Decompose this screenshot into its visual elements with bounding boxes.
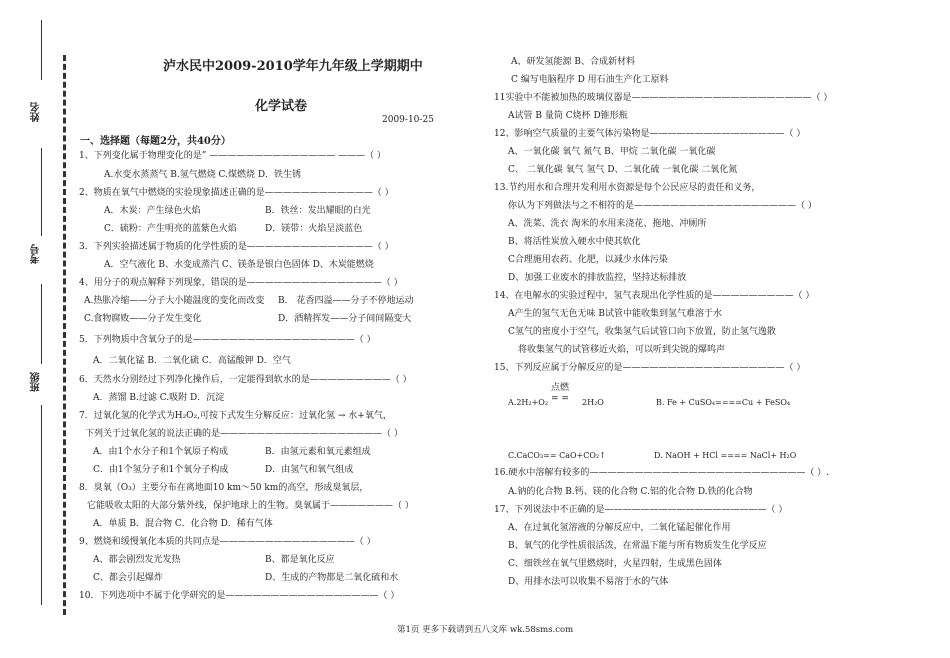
exam-subtitle: 化学试卷 [255, 99, 308, 114]
question-17-option-b: B、氧气的化学性质很活泼，在常温下能与所有物质发生化学反应 [508, 541, 767, 551]
question-14: 14、在电解水的实验过程中，氢气表现出化学性质的是—————————（ ） [494, 291, 815, 301]
question-17: 17、下列说法中不正确的是——————————————————（ ） [494, 505, 788, 515]
question-6: 6．天然水分别经过下列净化操作后，一定能得到软水的是—————————（ ） [79, 375, 412, 385]
question-3-options: A．空气液化 B、水变成蒸汽 C、镁条是银白色固体 D、木炭能燃烧 [104, 260, 374, 270]
page-footer: 第1页 更多下载请到五八文库 wk.58sms.com [397, 625, 574, 635]
question-4-option-c: C.食物腐败——分子发生变化 [84, 314, 202, 324]
question-2-option-c: C．硫粉：产生明亮的蓝紫色火焰 [104, 224, 237, 234]
question-15-equals: = = [551, 394, 569, 404]
question-2-option-a: A．木炭：产生绿色火焰 [104, 206, 201, 216]
question-16-options: A.钠的化合物 B.钙、镁的化合物 C.铝的化合物 D.铁的化合物 [508, 487, 753, 497]
question-7-option-d: D．由氢气和氧气组成 [265, 465, 354, 475]
question-13-stem: 你认为下列做法与之不相符的是——————————————————（ ） [508, 201, 817, 211]
question-9: 9、燃烧和缓慢氧化本质的共同点是———————————————（ ） [79, 537, 376, 547]
question-4-option-b: B． 花香四溢——分子不停地运动 [278, 296, 414, 306]
class-label: 班级 [31, 372, 42, 392]
question-7-option-c: C．由1个氢分子和1个氧分子构成 [93, 465, 229, 475]
exam-title: 泸水民中2009-2010学年九年级上学期期中 [163, 59, 423, 74]
question-13-option-d: D、加强工业废水的排放监控，坚持达标排放 [508, 273, 687, 283]
question-17-option-a: A、在过氧化氢溶液的分解反应中，二氧化锰起催化作用 [508, 523, 731, 533]
question-4: 4、用分子的观点解释下列现象，错误的是———————————————（ ） [79, 278, 403, 288]
question-3: 3．下列实验描述属于物质的化学性质的是——————————————（ ） [79, 242, 394, 252]
question-17-option-d: D、用排水法可以收集不易溶于水的气体 [508, 577, 669, 587]
question-8-options: A．单质 B．混合物 C．化合物 D．稀有气体 [93, 519, 273, 529]
name-line [41, 20, 42, 80]
question-5-options: A．二氧化锰 B．二氧化硫 C．高锰酸钾 D．空气 [93, 356, 291, 366]
question-7-option-b: B．由氢元素和氧元素组成 [265, 447, 371, 457]
question-5: 5．下列物质中含氧分子的是——————————————————（ ） [79, 335, 376, 345]
question-14-option-d: 将收集氢气的试管移近火焰，可以听到尖锐的爆鸣声 [518, 345, 726, 355]
question-13: 13.节约用水和合理开发利用水资源是每个公民应尽的责任和义务， [494, 183, 761, 193]
question-12-options-cd: C、 二氧化碳 氧气 氢气 D、二氧化硫 一氧化碳 二氧化氮 [508, 165, 738, 175]
question-4-option-a: A.热胀冷缩——分子大小随温度的变化而改变 [84, 296, 265, 306]
section-heading: 一、选择题（每题2分，共40分） [80, 136, 231, 147]
question-1-options: A.水变水蒸蒸气 B.氢气燃烧 C.煤燃烧 D．铁生锈 [104, 170, 302, 180]
question-7-stem: 下列关于过氧化氢的说法正确的是——————————————————（ ） [85, 429, 403, 439]
question-11-options: A试管 B 量筒 C烧杯 D锥形瓶 [508, 111, 628, 121]
question-15-option-a: A.2H₂+O₂ [508, 398, 549, 407]
question-10-options-ab: A、研发氢能源 B、合成新材料 [511, 57, 635, 67]
question-1: 1、下列变化属于物理变化的是” —————————————— ———（ ） [79, 151, 386, 161]
question-13-option-a: A、洗菜、洗衣 淘米的水用来浇花、拖地、冲厕所 [508, 219, 707, 229]
name-label: 姓名 [31, 102, 42, 122]
exam-date: 2009-10-25 [382, 115, 434, 125]
question-10-options-cd: C 编写电脑程序 D 用石油生产化工原料 [511, 75, 669, 85]
question-12: 12、影响空气质量的主要气体污染物是———————————————（ ） [494, 129, 806, 139]
question-2-option-b: B．铁丝：发出耀眼的白光 [265, 206, 371, 216]
binding-dashed-line [63, 55, 66, 615]
number-label: 考号 [31, 244, 42, 264]
question-6-options: A．蒸馏 B.过滤 C.吸附 D．沉淀 [93, 393, 225, 403]
question-9-option-a: A、都会剧烈发光发热 [93, 555, 181, 565]
question-14-options-ab: A产生的氢气无色无味 B试管中能收集到氢气难溶于水 [508, 309, 722, 319]
question-16: 16.硬水中溶解有较多的————————————————————————（ ）. [494, 468, 830, 478]
question-13-option-b: B、将活性炭放入硬水中使其软化 [508, 237, 641, 247]
question-9-option-c: C、都会引起爆炸 [93, 573, 163, 583]
number-line [41, 148, 42, 236]
question-2-option-d: D．镁带：火焰呈淡蓝色 [265, 224, 363, 234]
question-15-option-c: C.CaCO₃== CaO+CO₂↑ [508, 451, 606, 460]
question-15-option-a-product: 2H₂O [582, 398, 604, 407]
question-9-option-d: D、生成的产物都是二氧化硫和水 [265, 573, 399, 583]
question-8-stem: 它能吸收太阳的大部分紫外线，保护地球上的生物。臭氧属于———————（ ） [87, 501, 414, 511]
question-9-option-b: B、都是氧化反应 [265, 555, 335, 565]
class-line [41, 284, 42, 364]
question-17-option-c: C、细铁丝在氧气里燃烧时，火星四射，生成黑色固体 [508, 559, 722, 569]
question-7: 7．过氧化氢的化学式为H₂O₂,可按下式发生分解反应：过氧化氢 → 水+氧气， [79, 411, 392, 421]
question-10: 10．下列选项中不属于化学研究的是—————————————————（ ） [79, 591, 400, 601]
question-13-option-c: C合理施用农药、化肥，以减少水体污染 [508, 255, 668, 265]
question-8: 8．臭氧（O₃）主要分布在离地面10 km～50 km的高空，形成臭氧层， [79, 483, 369, 493]
question-4-option-d: D．酒精挥发——分子间间隔变大 [278, 314, 412, 324]
question-2: 2、物质在氧气中燃烧的实验现象描述正确的是————————————（ ） [79, 188, 394, 198]
question-11: 11实验中不能被加热的玻璃仪器是————————————————————（ ） [494, 93, 833, 103]
question-15-option-d: D. NaOH + HCl ==== NaCl+ H₂O [654, 451, 797, 460]
question-7-option-a: A．由1个水分子和1个氧原子构成 [93, 447, 228, 457]
question-14-option-c: C氢气的密度小于空气，收集氢气后试管口向下放置，防止氢气逸散 [508, 327, 776, 337]
question-15: 15、下列反应属于分解反应的是——————————————————（ ） [494, 363, 806, 373]
question-12-options-ab: A、一氧化碳 氧气 氮气 B、甲烷 二氧化碳 一氧化碳 [508, 147, 716, 157]
bottom-line [41, 405, 42, 605]
question-15-condition: 点燃 [551, 383, 570, 393]
question-15-option-b: B. Fe + CuSO₄====Cu + FeSO₄ [656, 398, 791, 407]
